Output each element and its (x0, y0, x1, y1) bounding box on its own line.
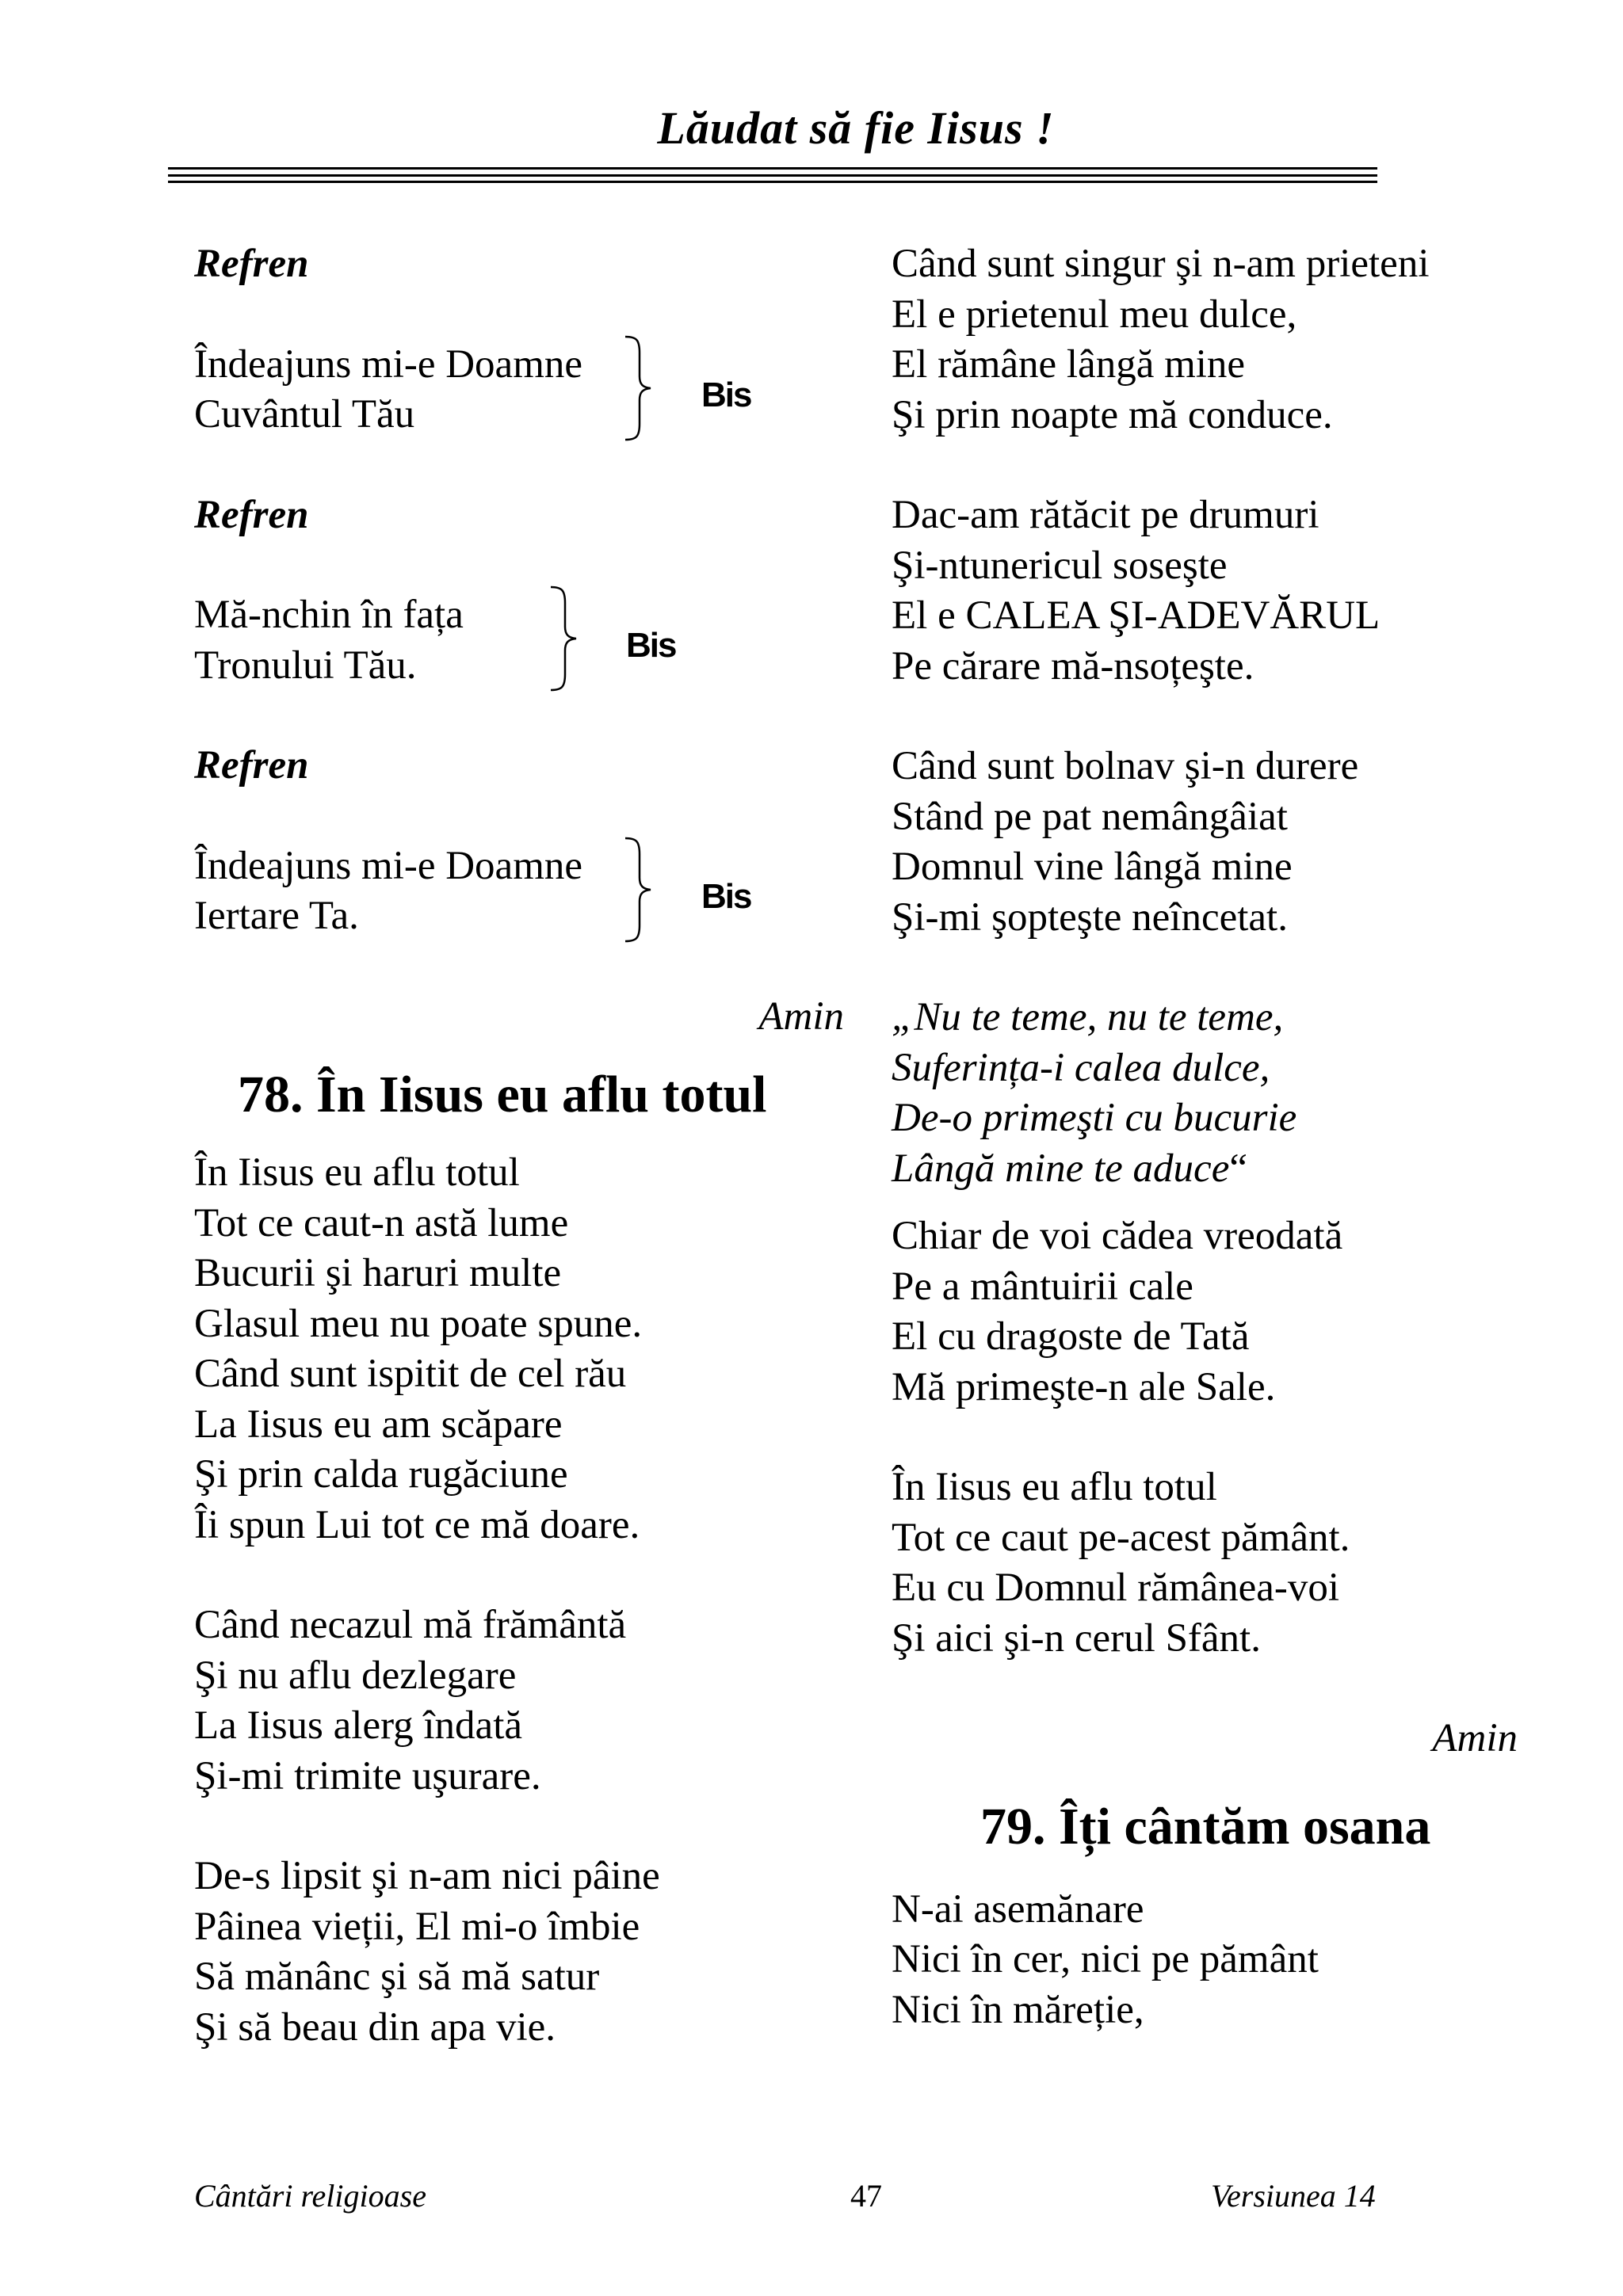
song-title-79: 79. Îți cântăm osana (980, 1797, 1431, 1855)
refrain-label: Refren (194, 743, 309, 788)
verse-line: Eu cu Domnul rămânea-voi (892, 1566, 1340, 1610)
verse-line: Tot ce caut-n astă lume (194, 1200, 569, 1245)
verse-line: Pâinea vieții, El mi-o îmbie (194, 1904, 640, 1949)
bis-label: Bis (701, 876, 751, 916)
amen-label: Amin (1432, 1716, 1518, 1760)
stanza (892, 239, 1518, 441)
verse-line: Cuvântul Tău (194, 392, 415, 437)
verse-line: De-s lipsit şi n-am nici pâine (194, 1854, 660, 1898)
verse-line: De-o primeşti cu bucurie (892, 1096, 1297, 1140)
stanza (892, 1211, 1518, 1413)
header-rule-middle (168, 174, 1377, 177)
verse-line: N-ai asemănare (892, 1886, 1144, 1932)
stanza (892, 1463, 1518, 1664)
verse-line: Îndeajuns mi-e Doamne (194, 341, 583, 387)
verse-line: Şi prin noapte mă conduce. (892, 392, 1333, 437)
amen-label: Amin (758, 994, 844, 1039)
refrain-label: Refren (194, 242, 309, 286)
page-header-title: Lăudat să fie Iisus ! (657, 102, 1055, 154)
closing-quote: “ (1229, 1146, 1247, 1191)
verse-line: Mă-nchin în fața (194, 593, 464, 637)
repeat-block (194, 841, 844, 942)
verse-line: Tot ce caut pe-acest pământ. (892, 1515, 1350, 1560)
verse-line: Şi-mi şopteşte neîncetat. (892, 894, 1288, 940)
verse-line: Şi-ntunericul soseşte (892, 543, 1228, 588)
verse-line: Domnul vine lângă mine (892, 845, 1293, 889)
stanza (892, 490, 1518, 692)
page-number: 47 (850, 2178, 882, 2214)
verse-line: El rămâne lângă mine (892, 342, 1246, 387)
verse-line: Îndeajuns mi-e Doamne (194, 843, 583, 888)
verse-line: Şi-mi trimite uşurare. (194, 1753, 541, 1798)
left-column (194, 239, 844, 2053)
song-title-78: 78. În Iisus eu aflu totul (238, 1066, 767, 1123)
verse-line: Să mănânc şi să mă satur (194, 1955, 600, 1999)
verse-line: El e prietenul meu dulce, (892, 292, 1297, 337)
verse-line: Şi prin calda rugăciune (194, 1452, 568, 1497)
verse-line: Bucurii şi haruri multe (194, 1251, 562, 1295)
verse-line: Nici în cer, nici pe pământ (892, 1937, 1319, 1981)
verse-line: Pe a mântuirii cale (892, 1264, 1193, 1309)
verse-line: El e CALEA ŞI-ADEVĂRUL (892, 593, 1381, 638)
footer-version: Versiunea 14 (1211, 2178, 1376, 2214)
repeat-block (194, 340, 844, 441)
verse-line: Iertare Ta. (194, 894, 359, 938)
bis-label: Bis (626, 626, 676, 665)
verse-line: Stând pe pat nemângâiat (892, 794, 1288, 839)
right-column (892, 239, 1518, 2035)
verse-line: Glasul meu nu poate spune. (194, 1301, 643, 1346)
verse-line: Tronului Tău. (194, 643, 417, 688)
right-brace-icon (622, 335, 654, 441)
verse-line: Dac-am rătăcit pe drumuri (892, 493, 1319, 537)
footer-book-title: Cântări religioase (194, 2178, 426, 2214)
verse-line: „Nu te teme, nu te teme, (892, 995, 1284, 1039)
verse-line: Şi aici şi-n cerul Sfânt. (892, 1615, 1261, 1661)
verse-line: El cu dragoste de Tată (892, 1314, 1250, 1359)
verse-line: Chiar de voi cădea vreodată (892, 1214, 1343, 1258)
quoted-stanza (892, 993, 1518, 1194)
verse-line: Când necazul mă frământă (194, 1603, 627, 1647)
verse-line: Şi nu aflu dezlegare (194, 1653, 517, 1698)
verse-line: Şi să beau din apa vie. (194, 2004, 556, 2050)
stanza (194, 1600, 844, 1802)
right-brace-icon (548, 585, 579, 692)
verse-line: Mă primeşte-n ale Sale. (892, 1364, 1276, 1409)
stanza (892, 1885, 1518, 2036)
bis-label: Bis (701, 375, 751, 414)
header-rule-bottom (168, 181, 1377, 183)
verse-line: În Iisus eu aflu totul (892, 1465, 1217, 1509)
right-brace-icon (622, 837, 654, 943)
verse-line: Pe cărare mă-nsoțeşte. (892, 643, 1254, 688)
verse-line: Când sunt bolnav şi-n durere (892, 744, 1359, 788)
verse-line: Lângă mine te aduce (892, 1146, 1230, 1191)
refrain-label: Refren (194, 492, 309, 537)
verse-line: Când sunt singur şi n-am prieteni (892, 242, 1430, 286)
verse-line: La Iisus alerg îndată (194, 1703, 523, 1748)
header-rule-top (168, 167, 1377, 170)
verse-line: În Iisus eu aflu totul (194, 1150, 520, 1195)
verse-line: Nici în măreție, (892, 1987, 1144, 2032)
stanza (892, 742, 1518, 943)
verse-line: Suferința-i calea dulce, (892, 1045, 1270, 1090)
stanza (194, 1852, 844, 2053)
stanza (194, 1148, 844, 1550)
verse-line: La Iisus eu am scăpare (194, 1402, 563, 1447)
verse-line: Îi spun Lui tot ce mă doare. (194, 1502, 640, 1547)
verse-line: Când sunt ispitit de cel rău (194, 1352, 627, 1396)
repeat-block (194, 590, 844, 691)
